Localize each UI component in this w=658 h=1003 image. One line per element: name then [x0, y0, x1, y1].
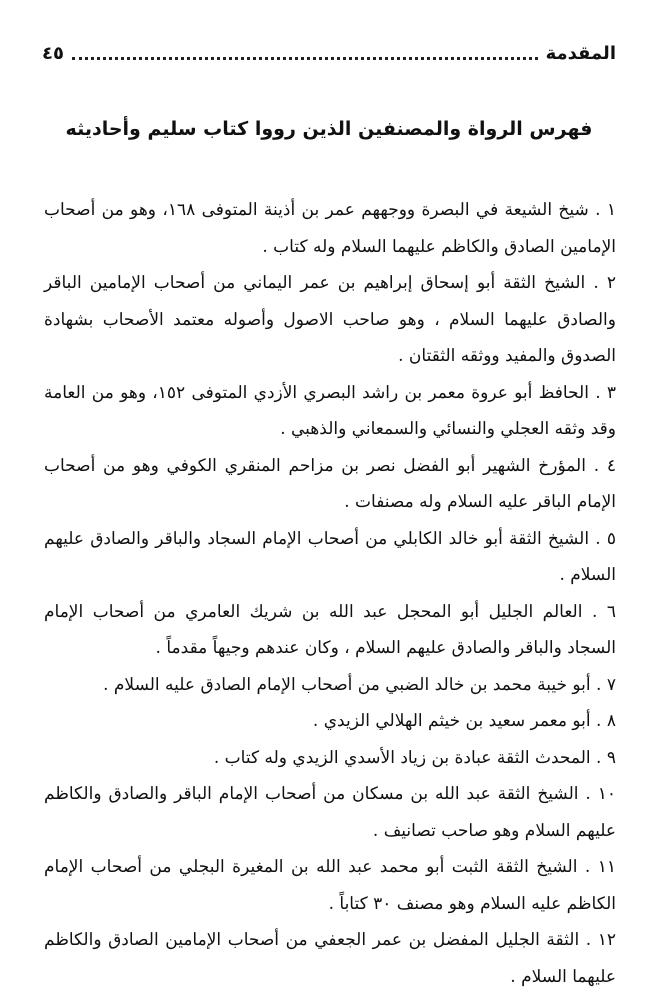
entry-number: ٦ .: [591, 601, 616, 622]
list-item: [44, 740, 616, 777]
entry-text: شيخ الشيعة في البصرة ووجههم عمر بن أذينة المتوفى ١٦٨، وهو من أصحاب الإمامين الصادق والكاظم عليهما السلام وله كتاب .: [44, 200, 616, 257]
entry-number: ٨ .: [596, 711, 616, 731]
page-number: ٤٥: [42, 42, 64, 64]
entry-text: أبو معمر سعيد بن خيثم الهلالي الزيدي .: [312, 711, 591, 731]
entry-text: المحدث الثقة عبادة بن زياد الأسدي الزيدي وله كتاب .: [213, 747, 591, 768]
narrators-list: [44, 192, 616, 995]
running-header: [42, 38, 616, 68]
list-item: [44, 922, 616, 995]
list-item: [44, 849, 616, 922]
entry-text: الشيخ الثقة عبد الله بن مسكان من أصحاب الإمام الباقر والصادق والكاظم عليهم السلام وهو صاحب تصانيف .: [44, 784, 616, 841]
entry-text: الشيخ الثقة أبو خالد الكابلي من أصحاب الإمام السجاد والباقر والصادق عليهم السلام .: [44, 528, 616, 585]
entry-number: ٣ .: [595, 382, 616, 403]
list-item: [44, 776, 616, 849]
list-item: [44, 265, 616, 375]
entry-text: المؤرخ الشهير أبو الفضل نصر بن مزاحم المنقري الكوفي وهو من أصحاب الإمام الباقر عليه السلام وله مصنفات .: [44, 455, 616, 512]
list-item: [44, 521, 616, 594]
entry-number: ٧ .: [596, 674, 616, 695]
section-title: فهرس الرواة والمصنفين الذين رووا كتاب سليم وأحاديثه: [65, 118, 593, 140]
list-item: [44, 375, 616, 448]
list-item: [44, 703, 616, 740]
entry-number: ٩ .: [596, 747, 616, 768]
header-dot-leader: [72, 57, 538, 60]
entry-text: الثقة الجليل المفضل بن عمر الجعفي من أصحاب الإمامين الصادق والكاظم عليهما السلام .: [44, 930, 616, 987]
list-item: [44, 667, 616, 704]
entry-number: ١٢ .: [585, 930, 616, 950]
entry-number: ٤ .: [593, 455, 616, 476]
entry-text: أبو خيبة محمد بن خالد الضبي من أصحاب الإمام الصادق عليه السلام .: [103, 674, 591, 695]
entry-number: ٥ .: [595, 528, 617, 549]
entry-number: ١ .: [595, 200, 617, 220]
entry-text: الحافظ أبو عروة معمر بن راشد البصري الأزدي المتوفى ١٥٢، وهو من العامة وقد وثقه العجلي والنسائي والسمعاني والذهبي .: [44, 382, 616, 439]
entry-text: الشيخ الثقة الثبت أبو محمد عبد الله بن المغيرة البجلي من أصحاب الإمام الكاظم عليه السلام وهو مصنف ٣٠ كتاباً .: [44, 857, 616, 914]
entry-number: ١١ .: [584, 857, 617, 877]
header-title: المقدمة: [545, 42, 616, 64]
entry-number: ٢ .: [593, 273, 617, 293]
list-item: [44, 192, 616, 265]
entry-text: الشيخ الثقة أبو إسحاق إبراهيم بن عمر اليماني من أصحاب الإمامين الباقر والصادق عليهما السلام ، وهو صاحب الاصول وأصوله معتمد الأصحاب بشهادة الصدوق والمفيد ووثقه الثقتان .: [44, 273, 616, 366]
list-item: [44, 448, 616, 521]
entry-number: ١٠ .: [585, 784, 617, 804]
list-item: [44, 594, 616, 667]
entry-text: العالم الجليل أبو المحجل عبد الله بن شريك العامري من أصحاب الإمام السجاد والباقر والصادق عليهم السلام ، وكان عندهم وجيهاً مقدماً .: [44, 601, 616, 658]
